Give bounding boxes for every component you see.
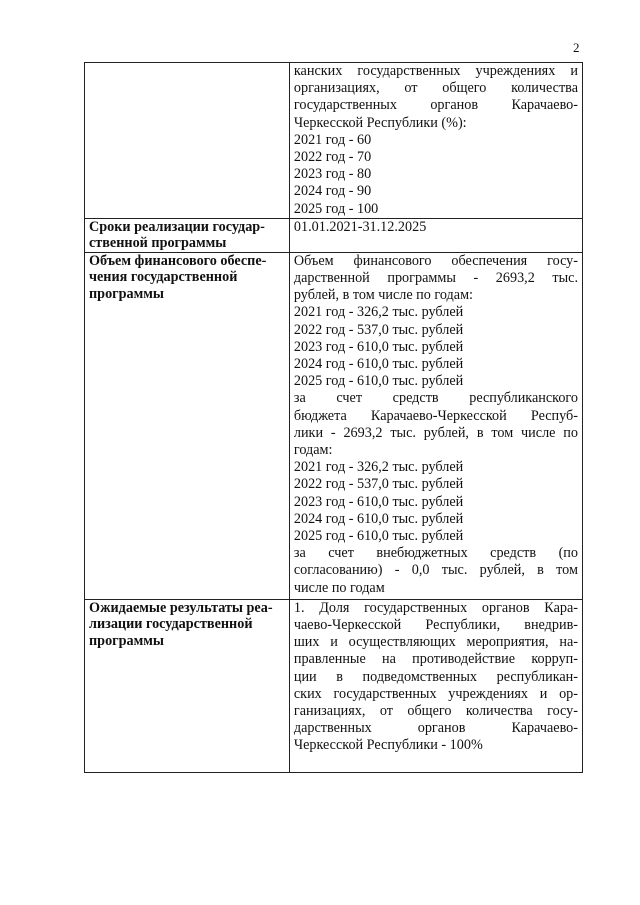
row-label-cell [85,63,290,219]
row-value-line: 2022 год - 537,0 тыс. рублей [293,476,464,493]
row-value-line: 2023 год - 610,0 тыс. рублей [293,493,464,510]
row-value-line: за счет внебюджетных средств (по [293,545,578,562]
row-value-cell [289,599,582,772]
row-label-line: ственной программы [89,235,227,252]
row-label-cell [85,252,290,599]
row-value-line: 2025 год - 610,0 тыс. рублей [293,528,464,545]
row-label-cell [85,599,290,772]
row-value-line: рублей, в том числе по годам: [293,287,473,304]
row-value-line: 2021 год - 326,2 тыс. рублей [293,459,464,476]
row-value-line: ции в подведомственных республикан- [293,668,578,685]
row-value-line: 2021 год - 60 [293,131,372,148]
row-value-line: ганизациях, от общего количества госу- [293,703,578,720]
row-value-line: ших и осуществляющих мероприятия, на- [293,634,578,651]
table-row [85,599,583,772]
row-label-line: Сроки реализации государ- [89,218,265,235]
row-value-line: Объем финансового обеспечения госу- [293,252,578,269]
row-value-line: дарственной программы - 2693,2 тыс. [293,270,578,287]
row-value-line: 1. Доля государственных органов Кара- [293,599,578,616]
row-value-line: согласованию) - 0,0 тыс. рублей, в том [293,562,578,579]
row-label-line: программы [89,285,164,302]
row-value-line: 2023 год - 610,0 тыс. рублей [293,338,464,355]
row-value-line: за счет средств республиканского [293,390,578,407]
row-value-line: 2025 год - 100 [293,200,379,217]
row-label-line: лизации государственной [89,616,253,633]
row-value-cell [289,218,582,252]
row-value-line: ских государственных учреждениях и ор- [293,685,578,702]
row-value-line: бюджета Карачаево-Черкесской Респуб- [293,407,578,424]
row-value-line: годам: [293,442,333,459]
row-label-line: Объем финансового обеспе- [89,252,267,269]
row-value-line: 2022 год - 70 [293,149,372,166]
row-value-line: чаево-Черкесской Республики, внедрив- [293,617,578,634]
row-label-line: чения государственной [89,269,238,286]
row-value-line: дарственных органов Карачаево- [293,720,578,737]
row-value-line: 2024 год - 610,0 тыс. рублей [293,510,464,527]
row-value-line: Черкесской Республики - 100% [293,737,483,754]
row-value-line: канских государственных учреждениях и [293,63,578,79]
table-row [85,63,583,219]
row-value-line: Черкесской Республики (%): [293,114,467,131]
row-value-line: организациях, от общего количества [293,80,578,97]
page-number: 2 [573,40,580,55]
row-value-line: 01.01.2021-31.12.2025 [293,218,427,235]
row-label-line: Ожидаемые результаты реа- [89,599,273,616]
row-value-line: лики - 2693,2 тыс. рублей, в том числе по [293,424,578,441]
row-value-line: 2022 год - 537,0 тыс. рублей [293,321,464,338]
row-value-line: 2024 год - 90 [293,183,372,200]
row-value-line: числе по годам [293,579,385,596]
row-label-line: программы [89,632,164,649]
row-value-line: 2021 год - 326,2 тыс. рублей [293,304,464,321]
program-passport-table [84,62,583,773]
row-label-cell [85,218,290,252]
row-value-line: 2023 год - 80 [293,166,372,183]
row-value-cell [289,63,582,219]
row-value-line: правленные на противодействие корруп- [293,651,578,668]
table-row [85,252,583,599]
table-row [85,218,583,252]
row-value-line: государственных органов Карачаево- [293,97,578,114]
row-value-line: 2024 год - 610,0 тыс. рублей [293,356,464,373]
row-value-line: 2025 год - 610,0 тыс. рублей [293,373,464,390]
row-value-cell [289,252,582,599]
